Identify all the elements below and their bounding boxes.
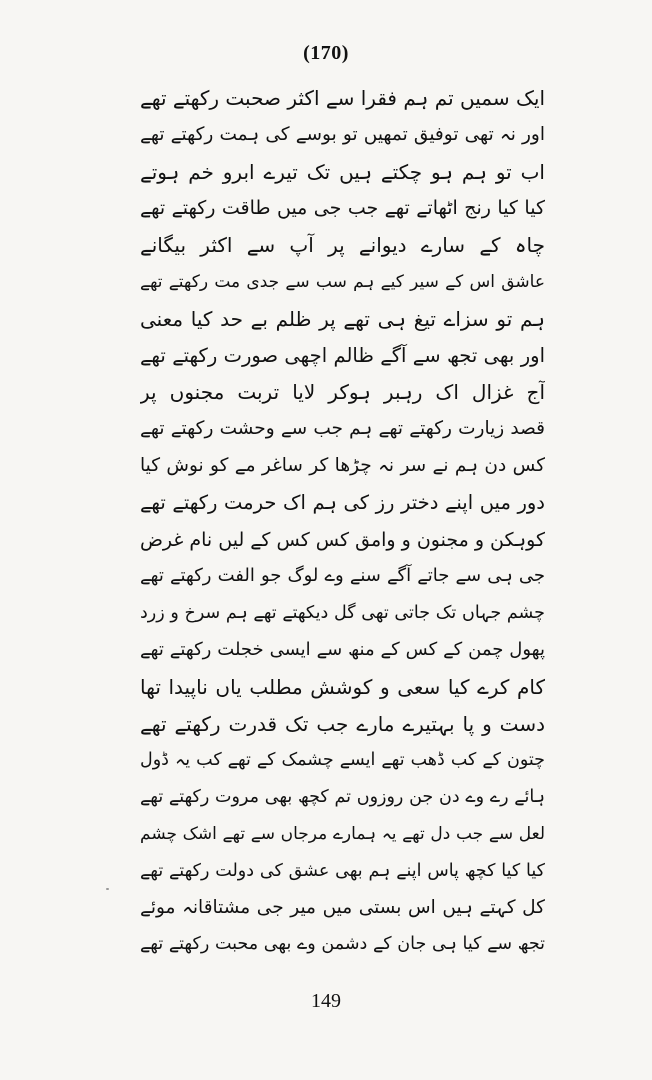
verse-text: کوہکن و مجنون و وامق کس کس کے لیں نام غرض [140,528,545,551]
verse-line [140,154,545,191]
verse-text: عاشق اس کے سیر کیے ہم سب سے جدی مت رکھتے تھے [140,271,545,292]
verse-line [140,264,545,301]
verse-text: دور میں اپنے دختر رز کی ہم اک حرمت رکھتے تھے [140,490,545,514]
verse-line [140,558,545,595]
verse-line [140,448,545,485]
verse-text: جی ہی سے جاتے آگے سنے وے لوگ جو الفت رکھتے تھے [140,565,545,587]
verse-line [140,926,545,963]
verse-line [140,706,545,743]
verse-line [140,853,545,890]
verse-line [140,80,545,117]
poem-verses [140,80,545,963]
verse-text: پھول چمن کے کس کے منھ سے ایسی خجلت رکھتے تھے [140,638,545,660]
verse-line [140,190,545,227]
verse-line [140,522,545,559]
verse-line [140,742,545,779]
verse-text: آج غزال اک رہبر ہوکر لایا تربت مجنوں پر [140,380,545,405]
verse-text: تجھ سے کیا ہی جان کے دشمن وے بھی محبت رکھتے تھے [140,934,545,955]
verse-text: ہم تو سزاے تیغ ہی تھے پر ظلم بے حد کیا معنی [140,306,545,331]
verse-text: اور بھی تجھ سے آگے ظالم اچھی صورت رکھتے تھے [140,343,545,367]
verse-line [140,227,545,264]
scan-speck [106,888,109,890]
verse-text: اب تو ہم ہو چکتے ہیں تک تیرے ابرو خم ہوتے [140,159,545,184]
verse-text: ایک سمیں تم ہم فقرا سے اکثر صحبت رکھتے تھے [140,86,545,110]
verse-text: کیا کیا رنج اٹھاتے تھے جب جی میں طاقت رکھتے تھے [140,197,545,220]
verse-text: کس دن ہم نے سر نہ چڑھا کر ساغر مے کو نوش کیا [140,454,545,476]
verse-line [140,779,545,816]
verse-text: ہائے رے وے دن جن روزوں تم کچھ بھی مروت رکھتے تھے [140,787,545,808]
verse-text: چشم جہاں تک جاتی تھی گل دیکھتے تھے ہم سرخ و زرد [140,603,545,624]
verse-line [140,669,545,706]
verse-text: چتون کے کب ڈھب تھے ایسے چشمک کے تھے کب یہ ڈول [140,750,545,771]
verse-line [140,595,545,632]
verse-text: اور نہ تھی توفیق تمھیں تو بوسے کی ہمت رکھتے تھے [140,123,545,145]
verse-line [140,890,545,927]
verse-text: دست و پا بہتیرے مارے جب تک قدرت رکھتے تھے [140,711,545,736]
verse-text: کام کرے کیا سعی و کوشش مطلب یاں ناپیدا تھا [140,674,545,699]
verse-line [140,338,545,375]
verse-line [140,485,545,522]
verse-line [140,632,545,669]
verse-text: قصد زیارت رکھتے تھے ہم جب سے وحشت رکھتے تھے [140,418,545,440]
verse-text: کل کہتے ہیں اس بستی میں میر جی مشتاقانہ موئے [140,896,545,918]
page-number: 149 [311,990,341,1012]
verse-line [140,117,545,154]
verse-text: لعل سے جب دل تھے یہ ہمارے مرجاں سے تھے اشک چشم [140,823,545,844]
verse-line [140,816,545,853]
verse-line [140,411,545,448]
verse-text: کیا کیا کچھ پاس اپنے ہم بھی عشق کی دولت رکھتے تھے [140,860,545,881]
verse-line [140,301,545,338]
ghazal-number: (170) [303,42,349,64]
verse-text: چاہ کے سارے دیوانے پر آپ سے اکثر بیگانے [140,233,545,258]
verse-line [140,374,545,411]
